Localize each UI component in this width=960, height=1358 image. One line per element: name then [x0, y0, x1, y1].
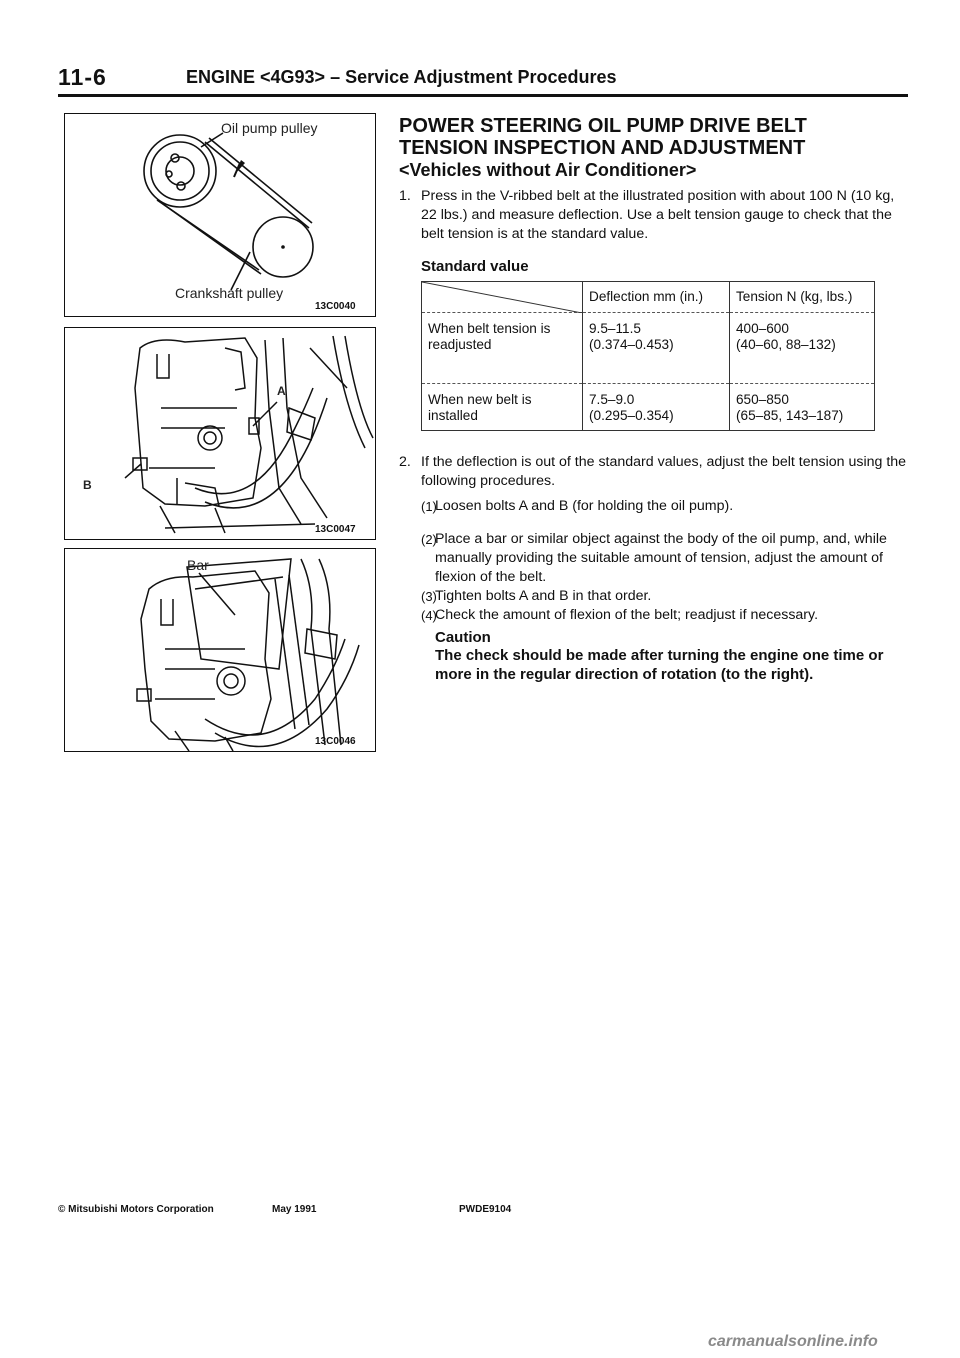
- caution-text: The check should be made after turning the engine one time or more in the regular direction of rotation (to the right).: [435, 647, 884, 683]
- substep-number: (3): [421, 589, 437, 604]
- deflection-mm: 7.5–9.0: [589, 392, 635, 407]
- tension-n: 650–850: [736, 392, 789, 407]
- substep-text: Loosen bolts A and B (for holding the oil pump).: [435, 498, 734, 514]
- table-row: [422, 384, 875, 431]
- row-tension: [730, 384, 875, 431]
- row-deflection: [583, 384, 730, 431]
- watermark: carmanualsonline.info: [708, 1333, 878, 1350]
- substep-text: Check the amount of flexion of the belt; readjust if necessary.: [435, 607, 819, 623]
- footer-copyright: © Mitsubishi Motors Corporation: [58, 1204, 214, 1215]
- header-deflection: Deflection mm (in.): [583, 282, 730, 313]
- page-number: 11-6: [58, 64, 107, 90]
- figure-code: 13C0040: [315, 301, 356, 312]
- step-text: Press in the V-ribbed belt at the illustrated position with about 100 N (10 kg, 22 lbs.) and measure deflection. Use a belt tension gauge to check that the belt tension is at the standard value.: [421, 188, 895, 242]
- substep-number: (2): [421, 532, 437, 547]
- substep-text: Tighten bolts A and B in that order.: [435, 588, 652, 604]
- step-2: [399, 453, 909, 491]
- figure-bar-pump: [64, 548, 376, 752]
- figure-pump-bolts: [64, 327, 376, 540]
- header-rule: [58, 94, 908, 97]
- oil-pump-pulley-label: Oil pump pulley: [221, 120, 318, 136]
- crankshaft-pulley-label: Crankshaft pulley: [175, 285, 284, 301]
- table-row: [422, 313, 875, 384]
- footer-code: PWDE9104: [459, 1204, 512, 1215]
- page-header: [58, 64, 908, 94]
- substep-1: [399, 497, 909, 516]
- substep-number: (4): [421, 608, 437, 623]
- deflection-in: (0.295–0.354): [589, 408, 674, 423]
- step-text: If the deflection is out of the standard values, adjust the belt tension using the following procedures.: [421, 454, 907, 489]
- step-1: [399, 187, 909, 244]
- tension-n: 400–600: [736, 321, 789, 336]
- tension-kg-lbs: (40–60, 88–132): [736, 337, 836, 352]
- bar-pump-illustration: [65, 549, 375, 751]
- substep-4: [399, 606, 909, 625]
- substep-number: (1): [421, 499, 437, 514]
- deflection-mm: 9.5–11.5: [589, 321, 641, 336]
- section-subtitle: <Vehicles without Air Conditioner>: [399, 160, 697, 180]
- step-number: 2.: [399, 454, 411, 470]
- substep-3: [399, 587, 909, 606]
- row-deflection: [583, 313, 730, 384]
- header-tension: Tension N (kg, lbs.): [730, 282, 875, 313]
- figure-pulley-diagram: [64, 113, 376, 317]
- standard-value-label: Standard value: [421, 258, 529, 275]
- row-tension: [730, 313, 875, 384]
- footer-date: May 1991: [272, 1204, 317, 1215]
- deflection-in: (0.374–0.453): [589, 337, 674, 352]
- bar-label: Bar: [187, 557, 209, 573]
- row-condition: When belt tension is readjusted: [422, 313, 583, 384]
- bolt-a-label: A: [277, 384, 286, 398]
- section-title-line-1: POWER STEERING OIL PUMP DRIVE BELT: [399, 115, 807, 137]
- row-condition: When new belt is installed: [422, 384, 583, 431]
- bolt-b-label: B: [83, 478, 92, 492]
- figure-code: 13C0046: [315, 736, 356, 747]
- step-number: 1.: [399, 188, 411, 204]
- pump-bolts-illustration: [65, 328, 375, 539]
- standard-value-table: [421, 281, 875, 431]
- header-title: ENGINE <4G93> – Service Adjustment Procedures: [186, 67, 617, 87]
- caution-heading: Caution: [435, 629, 491, 646]
- section-title-line-2: TENSION INSPECTION AND ADJUSTMENT: [399, 137, 806, 159]
- procedure-section: [399, 115, 909, 684]
- tension-kg-lbs: (65–85, 143–187): [736, 408, 844, 423]
- substep-2: [399, 530, 909, 587]
- diagonal-line: [422, 282, 582, 313]
- substep-text: Place a bar or similar object against the body of the oil pump, and, while manually providing the suitable amount of tension, adjust the amount of flexion of the belt.: [435, 531, 887, 585]
- table-corner-cell: [422, 282, 583, 313]
- figure-code: 13C0047: [315, 524, 356, 535]
